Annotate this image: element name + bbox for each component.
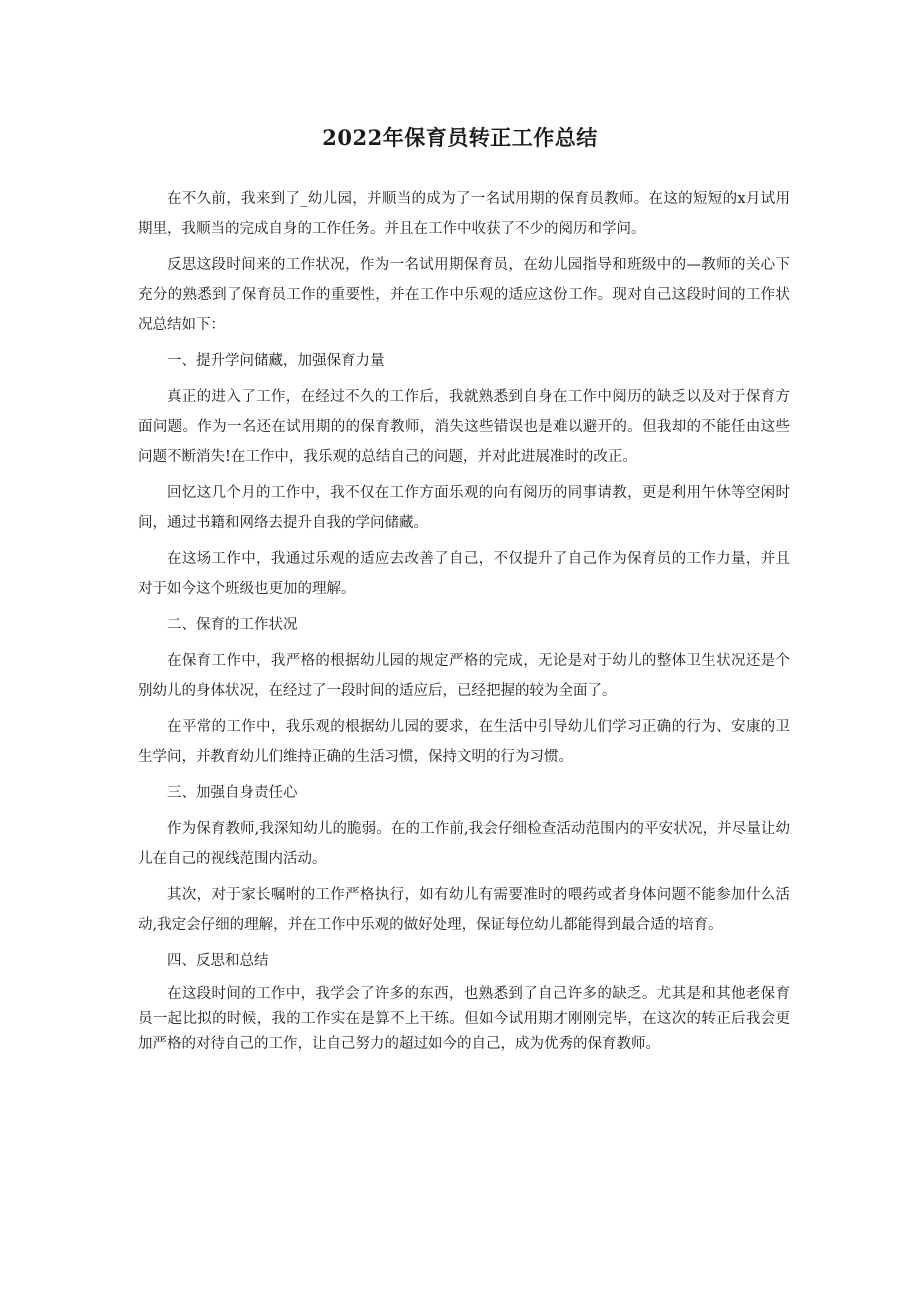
section-heading: 四、反思和总结 — [167, 953, 269, 969]
paragraph: 在保育工作中，我严格的根据幼儿园的规定严格的完成，无论是对于幼儿的整体卫生状况还是个别幼儿的身体状况，在经过了一段时间的适应后，已经把握的较为全面了。 — [138, 653, 790, 699]
paragraph: 在平常的工作中，我乐观的根据幼儿园的要求，在生活中引导幼儿们学习正确的行为、安康的卫生学问，并教育幼儿们维持正确的生活习惯，保持文明的行为习惯。 — [138, 719, 790, 765]
section-heading: 一、提升学问储藏，加强保育力量 — [167, 353, 385, 369]
paragraph: 其次，对于家长嘱咐的工作严格执行，如有幼儿有需要准时的喂药或者身体问题不能参加什么活动,我定会仔细的理解，并在工作中乐观的做好处理，保证每位幼儿都能得到最合适的培育。 — [138, 887, 790, 933]
section-heading: 三、加强自身责任心 — [167, 785, 298, 801]
paragraph: 反思这段时间来的工作状况，作为一名试用期保育员，在幼儿园指导和班级中的—教师的关心下充分的熟悉到了保育员工作的重要性，并在工作中乐观的适应这份工作。现对自己这段时间的工作状况总结如下： — [138, 257, 790, 333]
paragraph: 在这段时间的工作中，我学会了许多的东西，也熟悉到了自己许多的缺乏。尤其是和其他老保育员一起比拟的时候，我的工作实在是算不上干练。但如今试用期才刚刚完毕，在这次的转正后我会更加严格的对待自己的工作，让自己努力的超过如今的自己，成为优秀的保育教师。 — [138, 986, 790, 1052]
document-title: 2022年保育员转正工作总结 — [322, 125, 598, 150]
section-heading: 二、保育的工作状况 — [167, 617, 298, 633]
paragraph: 在不久前，我来到了_幼儿园，并顺当的成为了一名试用期的保育员教师。在这的短短的x月试用期里，我顺当的完成自身的工作任务。并且在工作中收获了不少的阅历和学问。 — [138, 191, 790, 237]
paragraph: 作为保育教师,我深知幼儿的脆弱。在的工作前,我会仔细检查活动范围内的平安状况，并尽量让幼儿在自己的视线范围内活动。 — [138, 821, 790, 867]
document-body — [138, 184, 790, 1063]
paragraph: 在这场工作中，我通过乐观的适应去改善了自己，不仅提升了自己作为保育员的工作力量，并且对于如今这个班级也更加的理解。 — [138, 551, 790, 597]
paragraph: 回忆这几个月的工作中，我不仅在工作方面乐观的向有阅历的同事请教，更是利用午休等空闲时间，通过书籍和网络去提升自我的学问储藏。 — [138, 485, 790, 531]
paragraph: 真正的进入了工作，在经过不久的工作后，我就熟悉到自身在工作中阅历的缺乏以及对于保育方面问题。作为一名还在试用期的的保育教师，消失这些错误也是难以避开的。但我却的不能任由这些问题不断消失!在工作中，我乐观的总结自己的问题，并对此进展准时的改正。 — [138, 389, 790, 465]
